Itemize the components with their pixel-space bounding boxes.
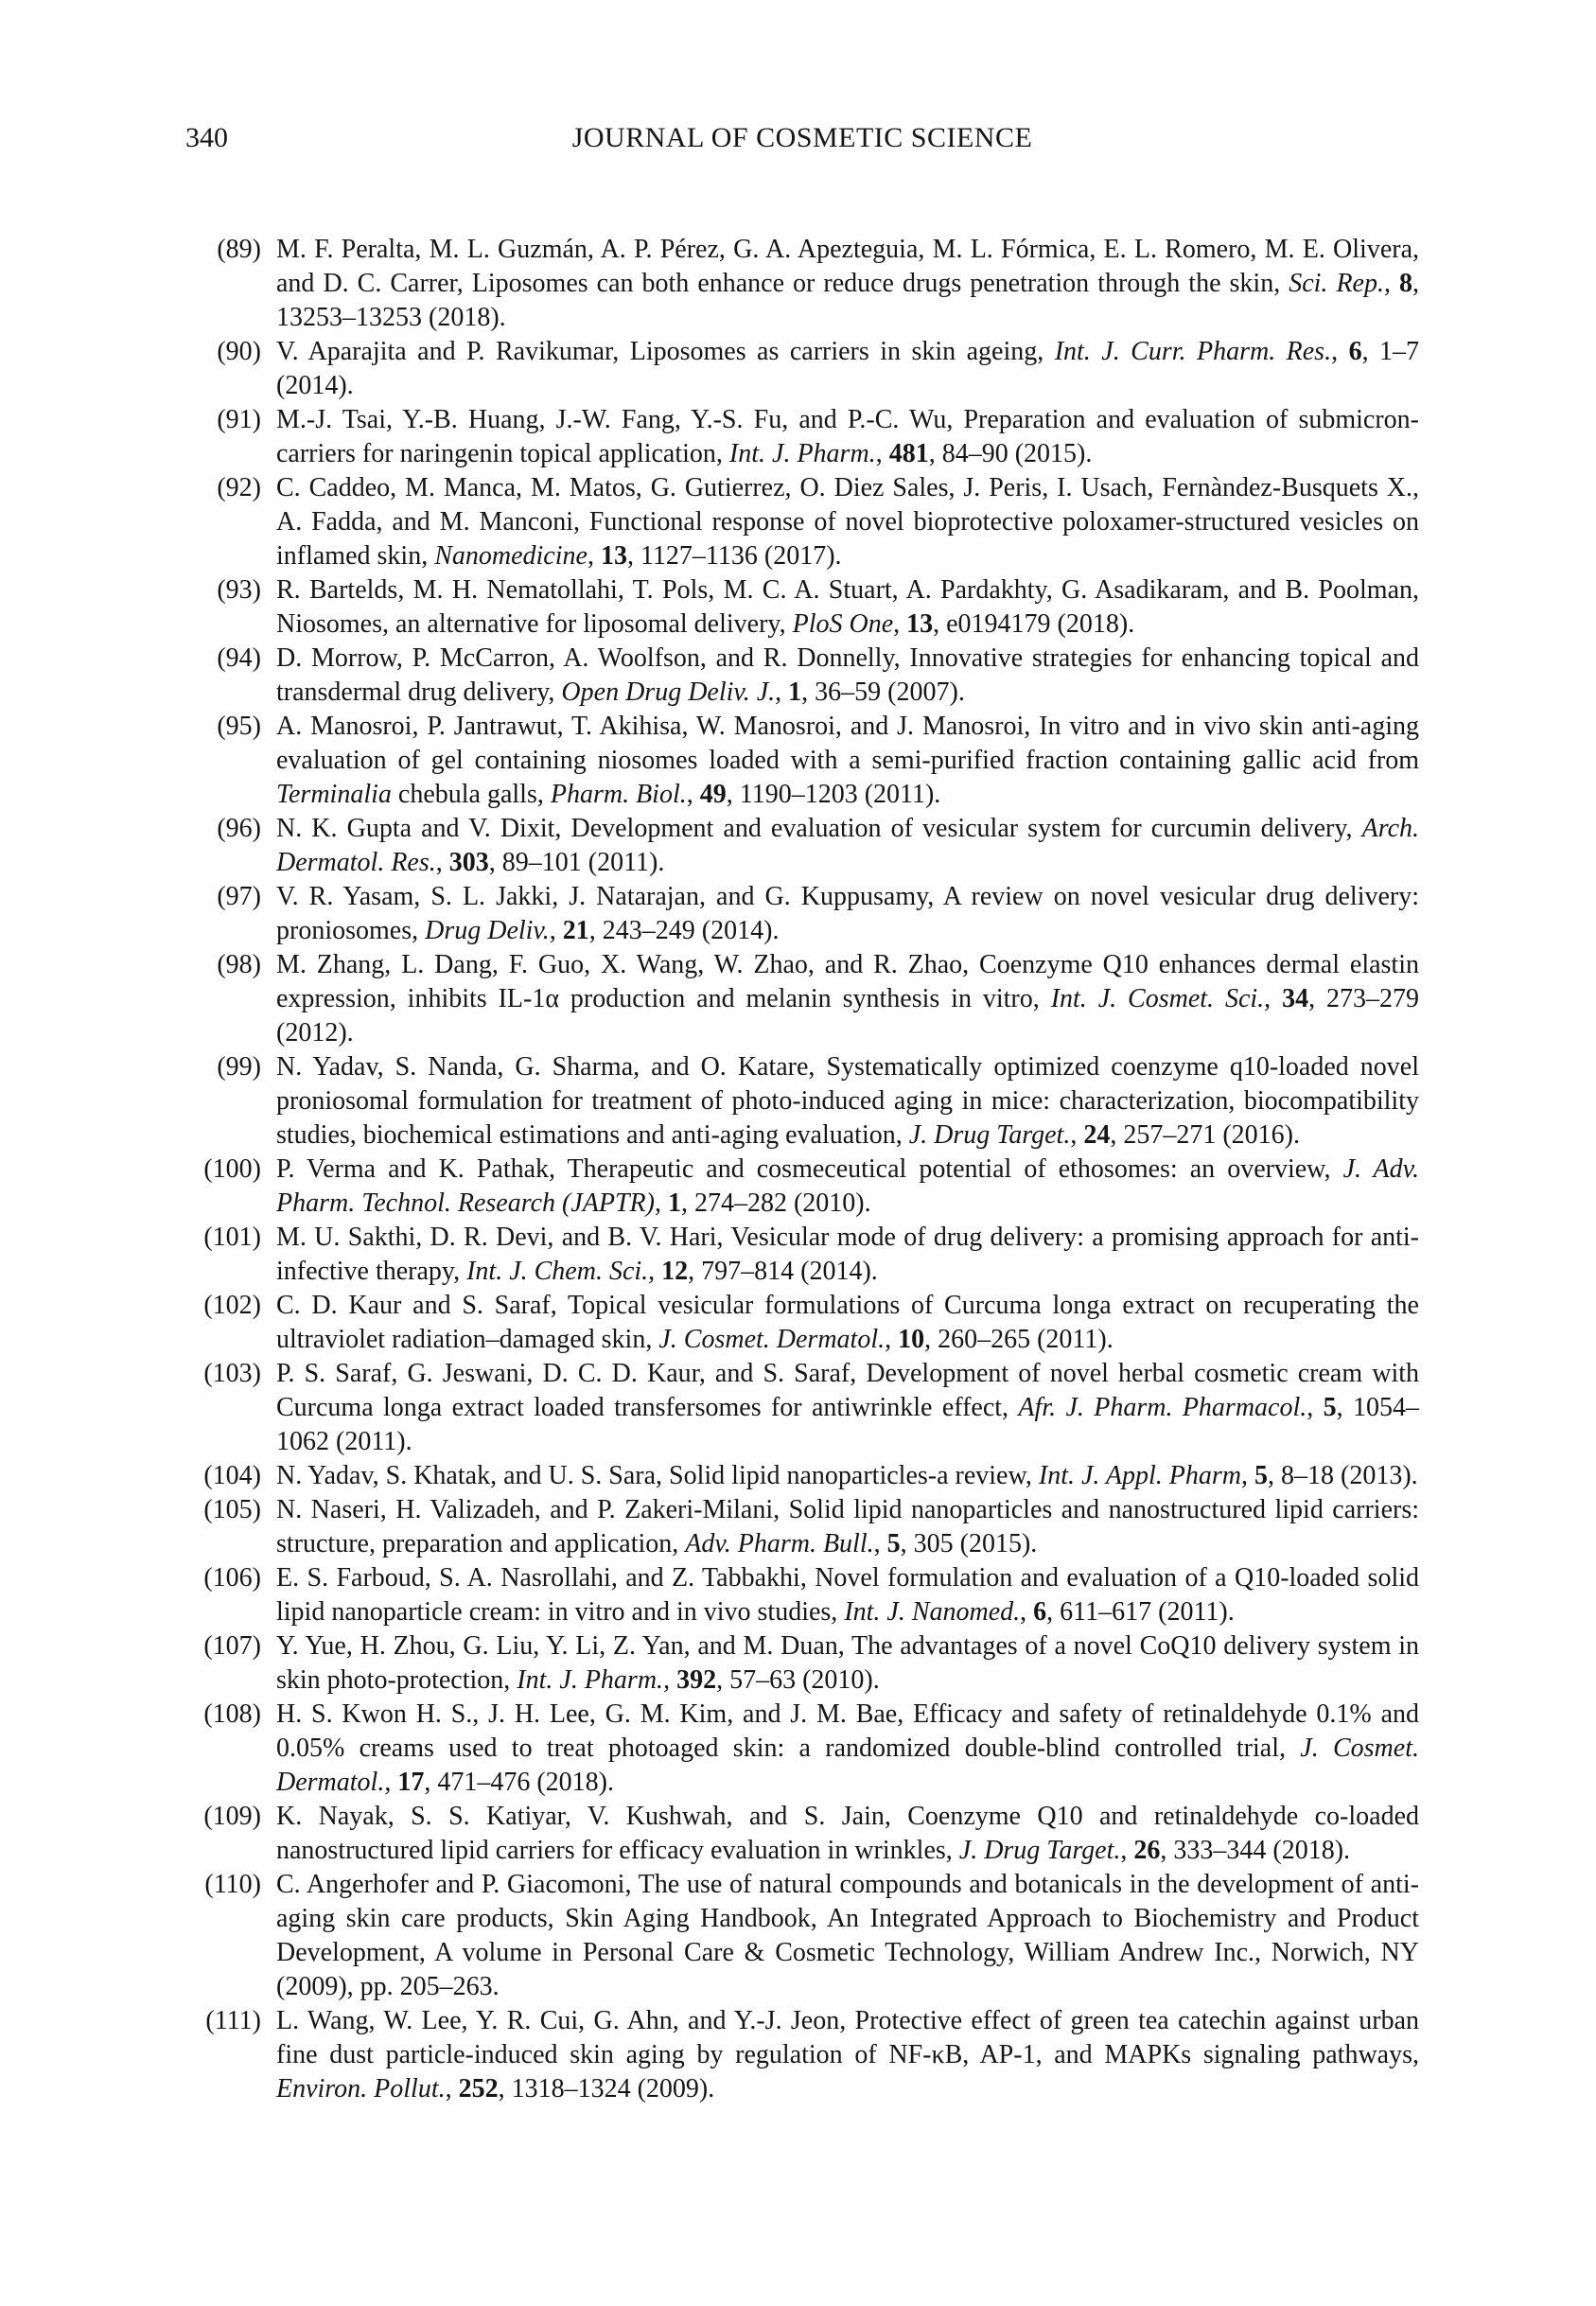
reference-number: (107) (203, 1631, 261, 1661)
reference-number: (89) (217, 235, 261, 264)
reference-number: (106) (203, 1563, 261, 1593)
reference-item (185, 1800, 1419, 1868)
reference-item (185, 948, 1419, 1050)
reference-item (185, 233, 1419, 335)
reference-text: C. D. Kaur and S. Saraf, Topical vesicular formulations of Curcuma longa extract on recuperating the ultraviolet radiation–damaged skin, J. Cosmet. Dermatol., 10, 260–265 (2011). (276, 1291, 1419, 1354)
reference-text: N. Naseri, H. Valizadeh, and P. Zakeri-Milani, Solid lipid nanoparticles and nanostructured lipid carriers: structure, preparation and application, Adv. Pharm. Bull., 5, 305 (2015). (276, 1495, 1419, 1558)
reference-item (185, 1459, 1419, 1493)
reference-text: M.-J. Tsai, Y.-B. Huang, J.-W. Fang, Y.-S. Fu, and P.-C. Wu, Preparation and evaluation of submicron-carriers for naringenin topical application, Int. J. Pharm., 481, 84–90 (2015). (276, 405, 1419, 468)
reference-number: (90) (217, 337, 261, 366)
reference-item (185, 812, 1419, 880)
reference-list (185, 233, 1419, 2106)
running-head: JOURNAL OF COSMETIC SCIENCE (571, 122, 1033, 153)
reference-number: (99) (217, 1052, 261, 1082)
page-header (185, 121, 1419, 161)
reference-text: R. Bartelds, M. H. Nematollahi, T. Pols, M. C. A. Stuart, A. Pardakhty, G. Asadikaram, and B. Poolman, Niosomes, an alternative for liposomal delivery, PloS One, 13, e0194179 (2018). (276, 575, 1419, 639)
reference-text: C. Angerhofer and P. Giacomoni, The use of natural compounds and botanicals in the development of anti-aging skin care products, Skin Aging Handbook, An Integrated Approach to Biochemistry and Product Development, A volume in Personal Care & Cosmetic Technology, William Andrew Inc., Norwich, NY (2009), pp. 205–263. (276, 1870, 1419, 2001)
reference-number: (110) (204, 1870, 261, 1899)
reference-number: (100) (203, 1154, 261, 1184)
reference-number: (103) (203, 1359, 261, 1388)
reference-text: V. Aparajita and P. Ravikumar, Liposomes as carriers in skin ageing, Int. J. Curr. Pharm. Res., 6, 1–7 (2014). (276, 337, 1420, 400)
reference-number: (98) (217, 950, 261, 979)
reference-text: M. Zhang, L. Dang, F. Guo, X. Wang, W. Zhao, and R. Zhao, Coenzyme Q10 enhances dermal elastin expression, inhibits IL-1α production and melanin synthesis in vitro, Int. J. Cosmet. Sci., 34, 273–279 (2012). (276, 950, 1420, 1047)
reference-number: (102) (203, 1291, 261, 1320)
reference-text: H. S. Kwon H. S., J. H. Lee, G. M. Kim, and J. M. Bae, Efficacy and safety of retinaldehyde 0.1% and 0.05% creams used to treat photoaged skin: a randomized double-blind controlled trial, J. Cosmet. Dermatol., 17, 471–476 (2018). (276, 1699, 1419, 1797)
reference-item (185, 1698, 1419, 1800)
reference-text: M. U. Sakthi, D. R. Devi, and B. V. Hari, Vesicular mode of drug delivery: a promising approach for anti-infective therapy, Int. J. Chem. Sci., 12, 797–814 (2014). (276, 1223, 1419, 1286)
reference-number: (104) (203, 1461, 261, 1490)
reference-item (185, 642, 1419, 710)
reference-number: (97) (217, 882, 261, 911)
reference-item (185, 2004, 1419, 2106)
reference-text: C. Caddeo, M. Manca, M. Matos, G. Gutierrez, O. Diez Sales, J. Peris, I. Usach, Fernàndez-Busquets X., A. Fadda, and M. Manconi, Functional response of novel bioprotective poloxamer-structured vesicles on inflamed skin, Nanomedicine, 13, 1127–1136 (2017). (276, 473, 1419, 571)
reference-number: (101) (203, 1223, 261, 1252)
reference-item (185, 1050, 1419, 1153)
reference-item (185, 573, 1419, 642)
reference-text: P. S. Saraf, G. Jeswani, D. C. D. Kaur, and S. Saraf, Development of novel herbal cosmetic cream with Curcuma longa extract loaded transfersomes for antiwrinkle effect, Afr. J. Pharm. Pharmacol., 5, 1054–1062 (2011). (276, 1359, 1420, 1456)
reference-item (185, 335, 1419, 403)
reference-text: D. Morrow, P. McCarron, A. Woolfson, and R. Donnelly, Innovative strategies for enhancing topical and transdermal drug delivery, Open Drug Deliv. J., 1, 36–59 (2007). (276, 643, 1419, 707)
reference-item (185, 1289, 1419, 1357)
reference-text: Y. Yue, H. Zhou, G. Liu, Y. Li, Z. Yan, and M. Duan, The advantages of a novel CoQ10 delivery system in skin photo-protection, Int. J. Pharm., 392, 57–63 (2010). (276, 1631, 1419, 1695)
reference-text: L. Wang, W. Lee, Y. R. Cui, G. Ahn, and Y.-J. Jeon, Protective effect of green tea catechin against urban fine dust particle-induced skin aging by regulation of NF-κB, AP-1, and MAPKs signaling pathways, Environ. Pollut., 252, 1318–1324 (2009). (276, 2006, 1419, 2104)
reference-number: (91) (217, 405, 261, 434)
reference-text: N. Yadav, S. Nanda, G. Sharma, and O. Katare, Systematically optimized coenzyme q10-loaded novel proniosomal formulation for treatment of photo-induced aging in mice: characterization, biocompatibility studies, biochemical estimations and anti-aging evaluation, J. Drug Target., 24, 257–271 (2016). (276, 1052, 1419, 1150)
reference-item (185, 1153, 1419, 1221)
reference-number: (111) (205, 2006, 261, 2035)
reference-number: (94) (217, 643, 261, 673)
reference-number: (95) (217, 712, 261, 741)
reference-text: M. F. Peralta, M. L. Guzmán, A. P. Pérez, G. A. Apezteguia, M. L. Fórmica, E. L. Romero, M. E. Olivera, and D. C. Carrer, Liposomes can both enhance or reduce drugs penetration through the skin, Sci. Rep., 8, 13253–13253 (2018). (276, 235, 1419, 332)
reference-item (185, 1868, 1419, 2004)
reference-text: N. K. Gupta and V. Dixit, Development and evaluation of vesicular system for curcumin delivery, Arch. Dermatol. Res., 303, 89–101 (2011). (276, 814, 1419, 877)
reference-text: N. Yadav, S. Khatak, and U. S. Sara, Solid lipid nanoparticles-a review, Int. J. Appl. Pharm, 5, 8–18 (2013). (276, 1461, 1418, 1490)
reference-text: P. Verma and K. Pathak, Therapeutic and cosmeceutical potential of ethosomes: an overview, J. Adv. Pharm. Technol. Research (JAPTR), 1, 274–282 (2010). (276, 1154, 1420, 1218)
reference-text: V. R. Yasam, S. L. Jakki, J. Natarajan, and G. Kuppusamy, A review on novel vesicular drug delivery: proniosomes, Drug Deliv., 21, 243–249 (2014). (276, 882, 1419, 945)
reference-text: E. S. Farboud, S. A. Nasrollahi, and Z. Tabbakhi, Novel formulation and evaluation of a Q10-loaded solid lipid nanoparticle cream: in vitro and in vivo studies, Int. J. Nanomed., 6, 611–617 (2011). (276, 1563, 1419, 1627)
reference-item (185, 880, 1419, 948)
reference-item (185, 710, 1419, 812)
reference-item (185, 1357, 1419, 1459)
reference-text: K. Nayak, S. S. Katiyar, V. Kushwah, and S. Jain, Coenzyme Q10 and retinaldehyde co-loaded nanostructured lipid carriers for efficacy evaluation in wrinkles, J. Drug Target., 26, 333–344 (2018). (276, 1802, 1419, 1865)
reference-number: (96) (217, 814, 261, 843)
reference-item (185, 403, 1419, 471)
reference-number: (108) (203, 1699, 261, 1729)
reference-number: (105) (203, 1495, 261, 1524)
reference-item (185, 1221, 1419, 1289)
reference-text: A. Manosroi, P. Jantrawut, T. Akihisa, W. Manosroi, and J. Manosroi, In vitro and in vivo skin anti-aging evaluation of gel containing niosomes loaded with a semi-purified fraction containing gallic acid from Terminalia chebula galls, Pharm. Biol., 49, 1190–1203 (2011). (276, 712, 1419, 809)
reference-item (185, 1561, 1419, 1629)
reference-item (185, 1493, 1419, 1561)
reference-item (185, 1629, 1419, 1698)
reference-number: (109) (203, 1802, 261, 1831)
reference-item (185, 471, 1419, 573)
page-number: 340 (185, 122, 228, 153)
reference-number: (92) (217, 473, 261, 502)
reference-number: (93) (217, 575, 261, 605)
